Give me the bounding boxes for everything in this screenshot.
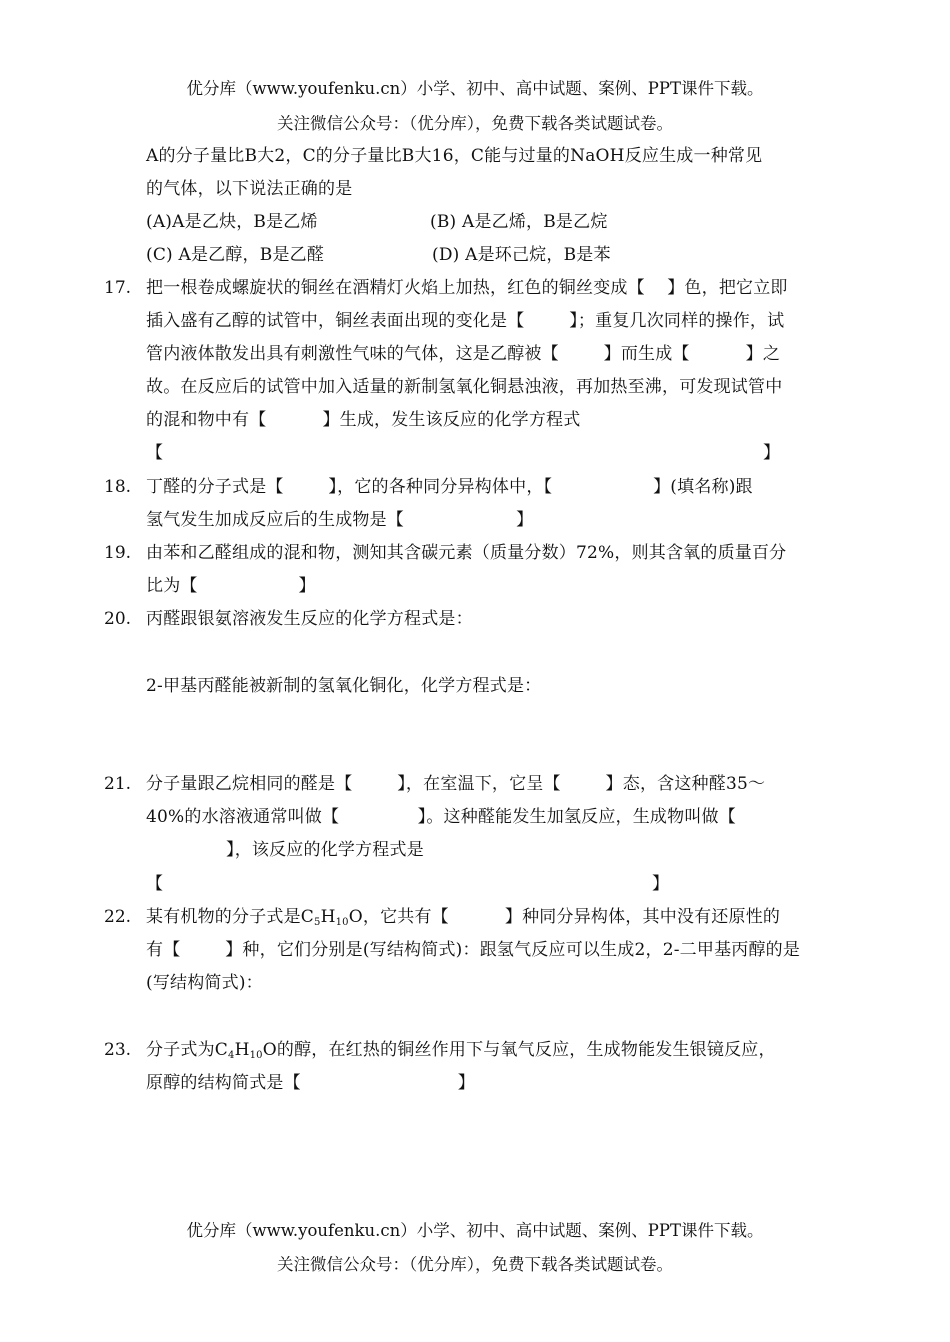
q19-line-2: 比为【 】 (146, 576, 316, 596)
q16-option-b: (B) A是乙烯，B是乙烷 (430, 212, 608, 232)
q21-answer-open-bracket: 【 (146, 874, 164, 894)
q16-option-a: (A)A是乙炔，B是乙烯 (146, 212, 318, 232)
footer-website-line: 优分库（www.youfenku.cn）小学、初中、高中试题、案例、PPT课件下载。 (186, 1221, 764, 1240)
q17-answer-close-bracket: 】 (763, 443, 780, 463)
q23-line-1: 分子式为$C_4H_{10}O$的醇，在红热的铜丝作用下与氧气反应，生成物能发生银镜反应， (146, 1040, 776, 1061)
q19-line-1: 由苯和乙醛组成的混和物，测知其含碳元素（质量分数）72%，则其含氧的质量百分 (146, 543, 787, 563)
q17-number: 17. (104, 278, 132, 298)
q16-option-d: (D) A是环己烷，B是苯 (432, 245, 611, 265)
q17-line-1: 把一根卷成螺旋状的铜丝在酒精灯火焰上加热，红色的铜丝变成【 】色，把它立即 (146, 278, 788, 298)
q19-number: 19. (104, 543, 132, 563)
q17-line-5: 的混和物中有【 】生成，发生该反应的化学方程式 (146, 410, 581, 430)
q16-line-1: A的分子量比B大2，C的分子量比B大16，C能与过量的NaOH反应生成一种常见 (146, 146, 763, 166)
q22-line-3: (写结构简式)： (146, 973, 263, 993)
q21-line-3: 】，该反应的化学方程式是 (226, 840, 424, 860)
footer-wechat-line: 关注微信公众号：（优分库），免费下载各类试题试卷。 (277, 1255, 673, 1274)
q23-number: 23. (104, 1040, 132, 1060)
header-website-line: 优分库（www.youfenku.cn）小学、初中、高中试题、案例、PPT课件下载。 (186, 79, 764, 98)
q20-line-1: 丙醛跟银氨溶液发生反应的化学方程式是： (146, 609, 473, 629)
q21-line-1: 分子量跟乙烷相同的醛是【 】，在室温下，它呈【 】态，含这种醛35～ (146, 774, 766, 794)
q20-number: 20. (104, 609, 132, 629)
q17-line-4: 故。在反应后的试管中加入适量的新制氢氧化铜悬浊液，再加热至沸，可发现试管中 (146, 377, 783, 397)
q17-answer-open-bracket: 【 (146, 443, 164, 463)
q20-line-2: 2-甲基丙醛能被新制的氢氧化铜化，化学方程式是： (146, 676, 542, 696)
q22-line-2: 有【 】种，它们分别是(写结构简式)：跟氢气反应可以生成2，2-二甲基丙醇的是 (146, 940, 801, 960)
q18-line-2: 氢气发生加成反应后的生成物是【 】 (146, 510, 534, 530)
q17-line-3: 管内液体散发出具有刺激性气味的气体，这是乙醇被【 】而生成【 】之 (146, 344, 781, 364)
q21-answer-close-bracket: 】 (652, 874, 670, 894)
q23-line-2: 原醇的结构简式是【 】 (146, 1073, 475, 1093)
q16-line-2: 的气体，以下说法正确的是 (146, 179, 353, 199)
q21-line-2: 40%的水溶液通常叫做【 】。这种醛能发生加氢反应，生成物叫做【 (146, 807, 736, 827)
q18-number: 18. (104, 477, 132, 497)
q21-number: 21. (104, 774, 132, 794)
header-wechat-line: 关注微信公众号：（优分库），免费下载各类试题试卷。 (277, 114, 673, 133)
q22-line-1: 某有机物的分子式是$C_5H_{10}O$，它共有【 】种同分异构体，其中没有还原性的 (146, 907, 781, 928)
q22-number: 22. (104, 907, 132, 927)
q17-line-2: 插入盛有乙醇的试管中，铜丝表面出现的变化是【 】；重复几次同样的操作，试 (146, 311, 785, 331)
q18-line-1: 丁醛的分子式是【 】，它的各种同分异构体中，【 】(填名称)跟 (146, 477, 753, 497)
q16-option-c: (C) A是乙醇，B是乙醛 (146, 245, 325, 265)
